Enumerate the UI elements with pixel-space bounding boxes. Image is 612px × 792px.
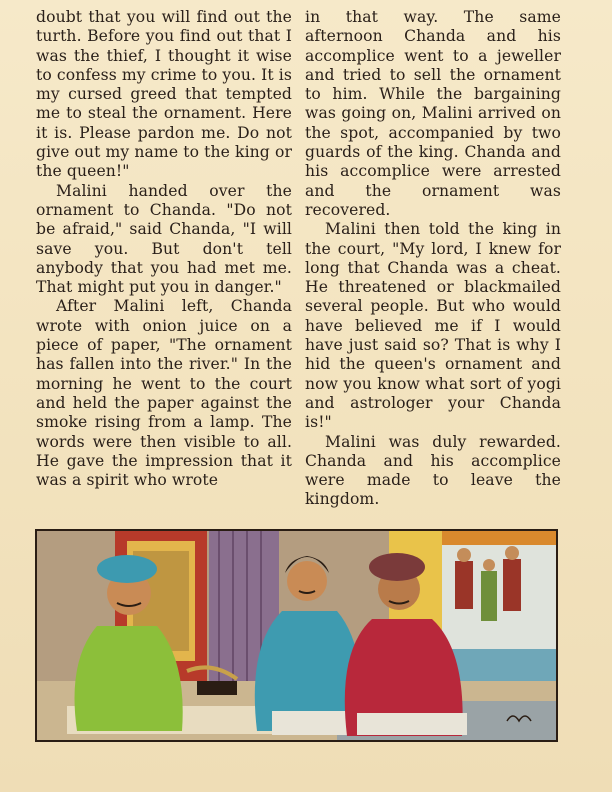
paragraph: doubt that you will find out the turth. Before you find out that I was the thief, I thought it wise to confess my crime to you. It is my cursed greed that tempted me to steal the ornament. Here it is. Please pardon me. Do not give out my name to the king or the queen!": [36, 8, 292, 181]
paragraph: Malini was duly rewarded. Chanda and his accomplice were made to leave the kingdom.: [305, 432, 561, 509]
paragraph: Malini handed over the ornament to Chanda. "Do not be afraid," said Chanda, "I will save you. But don't tell anybody that you had met me. That might put you in danger.": [36, 181, 292, 297]
right-text-column: [305, 8, 561, 510]
paragraph: Malini then told the king in the court, "My lord, I knew for long that Chanda was a cheat. He threatened or blackmailed several people. But who would have believed me if I would have just said so? That is why I hid the queen's ornament and now you know what sort of yogi and astrologer your Chanda is!": [305, 220, 561, 432]
jeweller-scene-illustration: [35, 529, 558, 742]
paragraph: in that way. The same afternoon Chanda and his accomplice went to a jeweller and tried to sell the ornament to him. While the bargaining was going on, Malini arrived on the spot, accompanied by two guards of the king. Chanda and his accomplice were arrested and the ornament was recovered.: [305, 8, 561, 219]
left-text-column: [36, 8, 292, 490]
paragraph: After Malini left, Chanda wrote with onion juice on a piece of paper, "The ornament has fallen into the river." In the morning he went to the court and held the paper against the smoke rising from a lamp. The words were then visible to all. He gave the impression that it was a spirit who wrote: [36, 297, 292, 490]
